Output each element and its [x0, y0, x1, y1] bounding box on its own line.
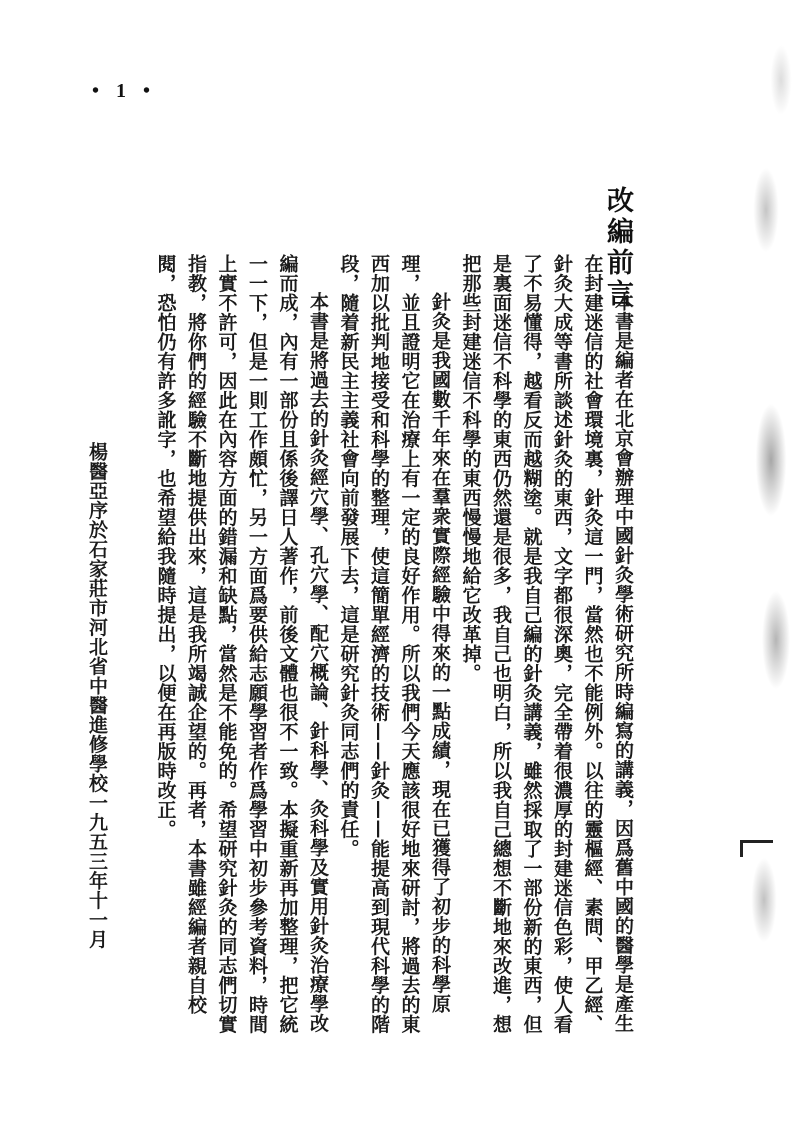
paragraph-3: 本書是將過去的針灸經穴學、孔穴學、配穴概論、針科學、灸科學及實用針灸治療學改編而成，內有一部份且係後譯日人著作，前後文體也很不一致。本擬重新再加整理，把它統一一下，但是一則工作頗忙，另一方面爲要供給志願學習者作爲學習中初步參考資料，時間上實不許可，因此在內容方面的錯漏和缺點，當然是不能免的。希望研究針灸的同志們切實指教，將你們的經驗不斷地提供出來，這是我所竭誠企望的。再者，本書雖經編者親自校閱，恐怕仍有許多訛字，也希望給我隨時提出，以便在再版時改正。 — [154, 254, 329, 1034]
paragraph-1: 本書是編者在北京會辦理中國針灸學術研究所時編寫的講義，因爲舊中國的醫學是產生在封建迷信的社會環境裏，針灸這一門，當然也不能例外。以往的靈樞經、素問、甲乙經、針灸大成等書所談述針灸的東西，文字都很深奧，完全帶着很濃厚的封建迷信色彩，使人看了不易懂得，越看反而越糊塗。就是我自己編的針灸講義，雖然採取了一部份新的東西，但是裏面迷信不科學的東西仍然還是很多，我自己也明白，所以我自己總想不斷地來改進，想把那些封建迷信不科學的東西慢慢地給它改革掉。 — [459, 254, 634, 1034]
preface-body — [150, 254, 638, 1034]
scan-edge-artifact — [726, 0, 796, 1122]
page-title: 改編前言 — [602, 186, 633, 310]
scan-mark — [740, 840, 773, 857]
page-number: • 1 • — [92, 80, 157, 102]
paragraph-2: 針灸是我國數千年來在羣衆實際經驗中得來的一點成績，現在已獲得了初步的科學原理，並且證明它在治療上有一定的良好作用。所以我們今天應該很好地來研討，將過去的東西加以批判地接受和科學的整理，使這簡單經濟的技術——針灸——能提高到現代科學的階段，隨着新民主主義社會向前發展下去，這是研究針灸同志們的責任。 — [337, 254, 451, 1034]
author-signature: 楊醫亞序於石家莊市河北省中醫進修學校一九五三年十一月 — [86, 442, 108, 949]
